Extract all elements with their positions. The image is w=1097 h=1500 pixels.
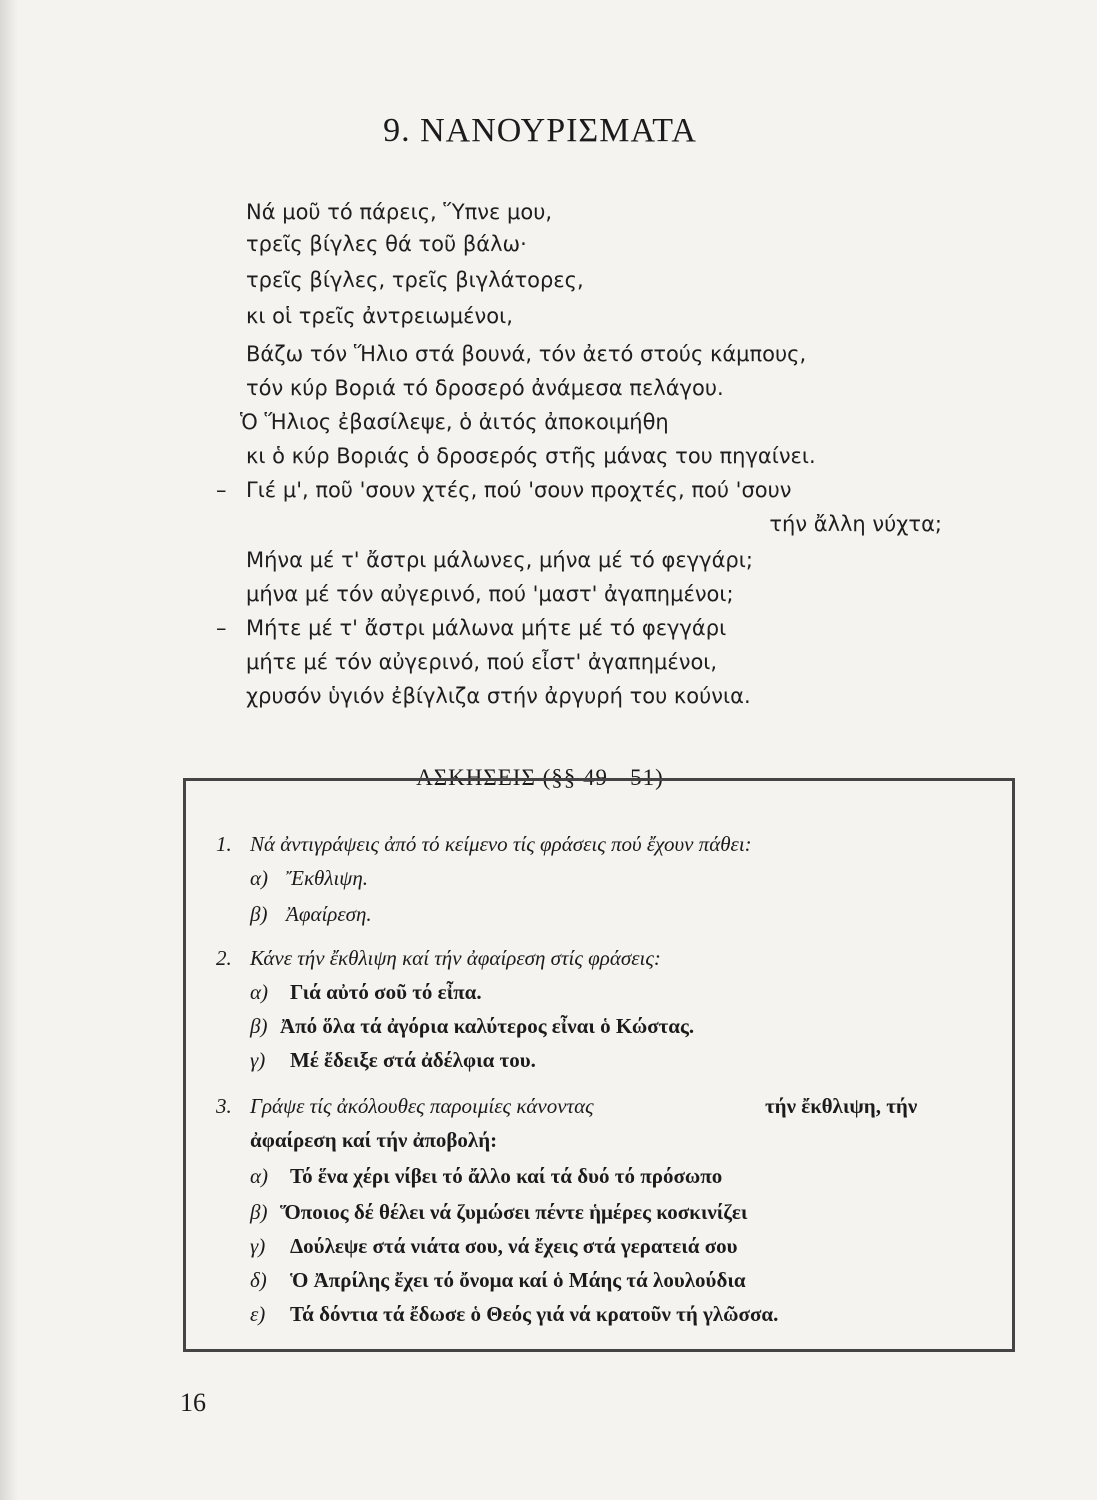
poem-line: τόν κύρ Βοριά τό δροσερό ἀνάμεσα πελάγου.	[246, 376, 724, 400]
item-text: Ὁ Ἀπρίλης ἔχει τό ὄνομα καί ὁ Μάης τά λουλούδια	[290, 1268, 746, 1292]
exercise-prompt: Κάνε τήν ἔκθλιψη καί τήν ἀφαίρεση στίς φράσεις:	[250, 946, 661, 970]
exercises-heading: ΑΣΚΗΣΕΙΣ (§§ 49 - 51)	[416, 765, 664, 790]
item-text: Γιά αὐτό σοῦ τό εἶπα.	[290, 980, 482, 1004]
poem-line: Βάζω τόν Ἥλιο στά βουνά, τόν ἀετό στούς κάμπους,	[246, 342, 807, 366]
exercise-prompt: Γράψε τίς ἀκόλουθες παροιμίες κάνοντας	[250, 1094, 594, 1118]
item-label: δ)	[250, 1268, 267, 1292]
poem-line: Νά μοῦ τό πάρεις, Ὕπνε μου,	[246, 200, 553, 224]
item-text: Τό ἕνα χέρι νίβει τό ἄλλο καί τά δυό τό πρόσωπο	[290, 1164, 723, 1188]
poem-line: Μήνα μέ τ' ἄστρι μάλωνες, μήνα μέ τό φεγγάρι;	[246, 548, 753, 572]
exercise-prompt: Νά ἀντιγράψεις ἀπό τό κείμενο τίς φράσεις πού ἔχουν πάθει:	[250, 832, 752, 856]
item-label: γ)	[250, 1234, 266, 1258]
poem-line: Μήτε μέ τ' ἄστρι μάλωνα μήτε μέ τό φεγγάρι	[246, 616, 727, 640]
exercise-number: 1.	[216, 832, 232, 856]
item-label: β)	[250, 1200, 268, 1224]
exercise-number: 2.	[216, 946, 232, 970]
page-number: 16	[180, 1388, 206, 1417]
poem-line: Ὁ Ἥλιος ἐβασίλεψε, ὁ ἀιτός ἀποκοιμήθη	[240, 410, 669, 434]
dialogue-dash: –	[216, 616, 227, 640]
item-label: α)	[250, 980, 269, 1004]
exercise-prompt-bold: τήν ἔκθλιψη, τήν	[765, 1094, 918, 1118]
item-label: α)	[250, 866, 269, 890]
poem-line: μήνα μέ τόν αὐγερινό, πού 'μαστ' ἀγαπημένοι;	[246, 582, 734, 606]
item-label: ε)	[250, 1302, 266, 1326]
poem-line: κι ὁ κύρ Βοριάς ὁ δροσερός στῆς μάνας του πηγαίνει.	[246, 444, 816, 468]
item-text: Ὅποιος δέ θέλει νά ζυμώσει πέντε ἡμέρες κοσκινίζει	[280, 1200, 748, 1224]
poem-line: τρεῖς βίγλες, τρεῖς βιγλάτορες,	[246, 268, 584, 292]
item-text: Μέ ἔδειξε στά ἀδέλφια του.	[290, 1048, 536, 1072]
item-text: Ἀπό ὅλα τά ἀγόρια καλύτερος εἶναι ὁ Κώστας.	[280, 1014, 695, 1038]
item-label: β)	[250, 1014, 268, 1038]
poem-line: Γιέ μ', ποῦ 'σουν χτές, πού 'σουν προχτές, πού 'σουν	[246, 478, 792, 502]
exercise-prompt-bold: ἀφαίρεση καί τήν ἀποβολή:	[250, 1128, 498, 1152]
poem-line: τρεῖς βίγλες θά τοῦ βάλω·	[246, 232, 527, 256]
item-text: Ἀφαίρεση.	[286, 902, 372, 926]
poem-line: κι οἱ τρεῖς ἀντρειωμένοι,	[246, 304, 513, 328]
poem-line-continuation: τήν ἄλλη νύχτα;	[769, 512, 942, 536]
exercise-number: 3.	[216, 1094, 232, 1118]
item-text: Τά δόντια τά ἔδωσε ὁ Θεός γιά νά κρατοῦν τή γλῶσσα.	[290, 1302, 779, 1326]
poem-line: χρυσόν ὑγιόν ἐβίγλιζα στήν ἀργυρή του κούνια.	[246, 684, 751, 708]
item-label: γ)	[250, 1048, 266, 1072]
page-title: 9. ΝΑΝΟΥΡΙΣΜΑΤΑ	[383, 112, 697, 149]
item-label: α)	[250, 1164, 269, 1188]
item-text: Ἔκθλιψη.	[286, 866, 368, 890]
dialogue-dash: –	[216, 478, 227, 502]
item-label: β)	[250, 902, 268, 926]
poem	[0, 0, 1097, 720]
item-text: Δούλεψε στά νιάτα σου, νά ἔχεις στά γερατειά σου	[290, 1234, 738, 1258]
poem-line: μήτε μέ τόν αὐγερινό, πού εἶστ' ἀγαπημένοι,	[246, 650, 718, 674]
